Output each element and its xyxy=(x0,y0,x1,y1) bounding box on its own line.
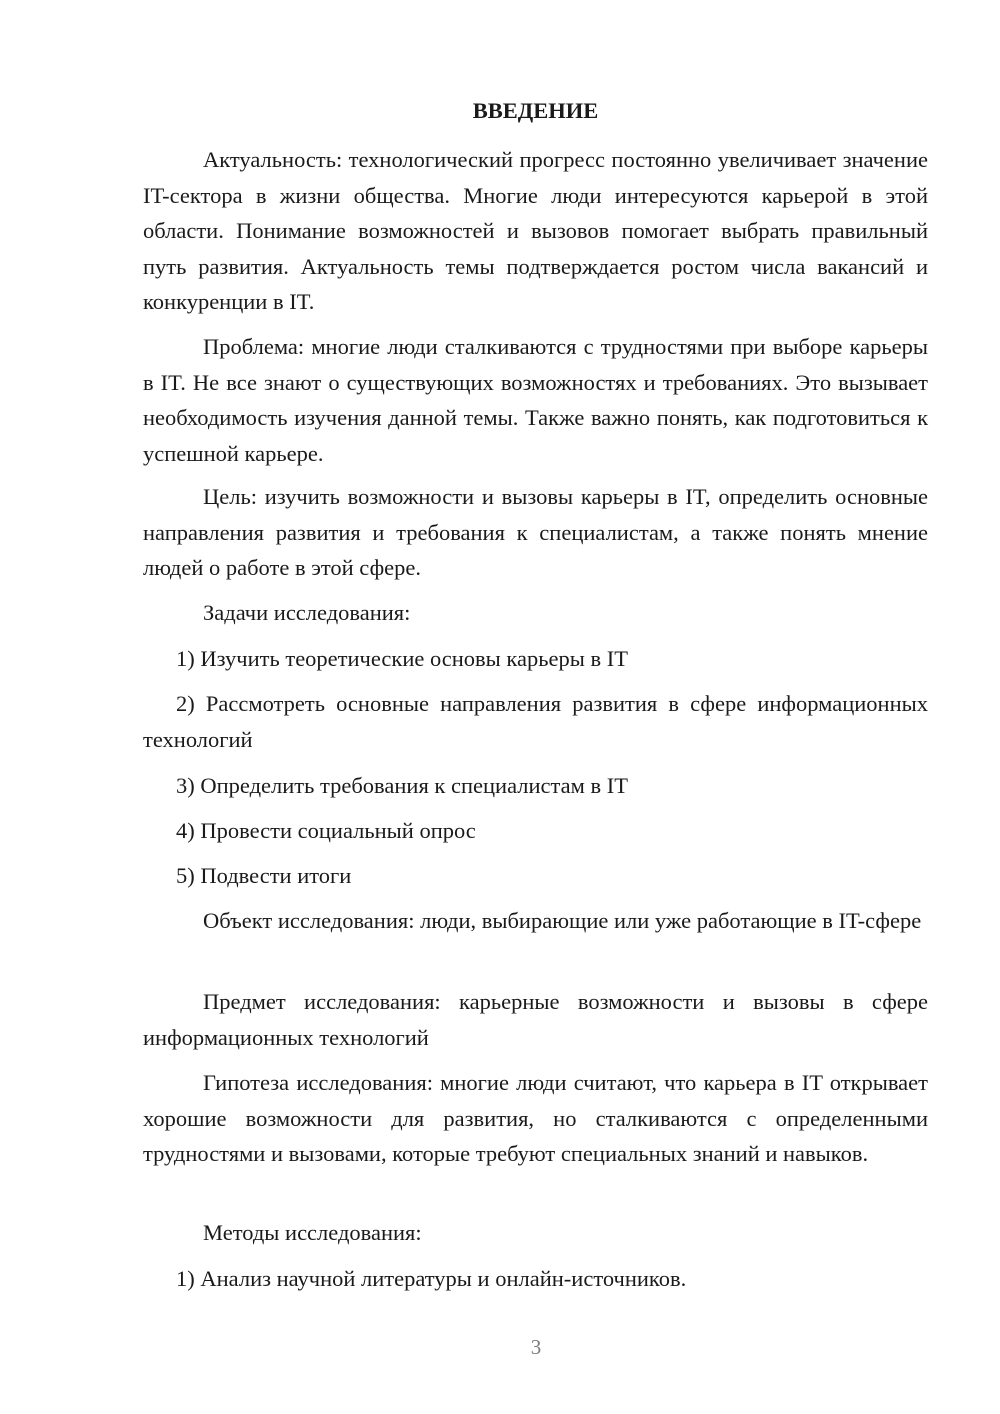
paragraph-hypothesis: Гипотеза исследования: многие люди считают, что карьера в IT открывает хорошие возможности для развития, но сталкиваются с определенными трудностями и вызовами, которые требуют специальных знаний и навыков. xyxy=(143,1070,928,1166)
paragraph-goal: Цель: изучить возможности и вызовы карьеры в IT, определить основные направления развития и требования к специалистам, а также понять мнение людей о работе в этой сфере. xyxy=(143,484,928,580)
list-item-task-5: 5) Подвести итоги xyxy=(176,863,352,888)
paragraph-object: Объект исследования: люди, выбирающие или уже работающие в IT-сфере xyxy=(203,908,922,933)
list-item-task-3: 3) Определить требования к специалистам в IT xyxy=(176,773,628,798)
tasks-title: Задачи исследования: xyxy=(203,600,411,625)
methods-title: Методы исследования: xyxy=(203,1220,422,1245)
page-title: ВВЕДЕНИЕ xyxy=(472,98,599,123)
list-item-task-4: 4) Провести социальный опрос xyxy=(176,818,476,843)
list-item-task-2: 2) Рассмотреть основные направления развития в сфере информационных технологий xyxy=(143,691,928,752)
paragraph-relevance: Актуальность: технологический прогресс постоянно увеличивает значение IT-сектора в жизни общества. Многие люди интересуются карьерой в этой области. Понимание возможностей и вызовов помогает выбрать правильный путь развития. Актуальность темы подтверждается ростом числа вакансий и конкуренции в IT. xyxy=(143,147,928,314)
page-number: 3 xyxy=(530,1335,542,1359)
paragraph-subject: Предмет исследования: карьерные возможности и вызовы в сфере информационных технологий xyxy=(143,989,928,1050)
list-item-method-1: 1) Анализ научной литературы и онлайн-источников. xyxy=(176,1266,687,1291)
paragraph-problem: Проблема: многие люди сталкиваются с трудностями при выборе карьеры в IT. Не все знают о существующих возможностях и требованиях. Это вызывает необходимость изучения данной темы. Также важно понять, как подготовиться к успешной карьере. xyxy=(143,334,928,466)
list-item-task-1: 1) Изучить теоретические основы карьеры в IT xyxy=(176,646,628,671)
